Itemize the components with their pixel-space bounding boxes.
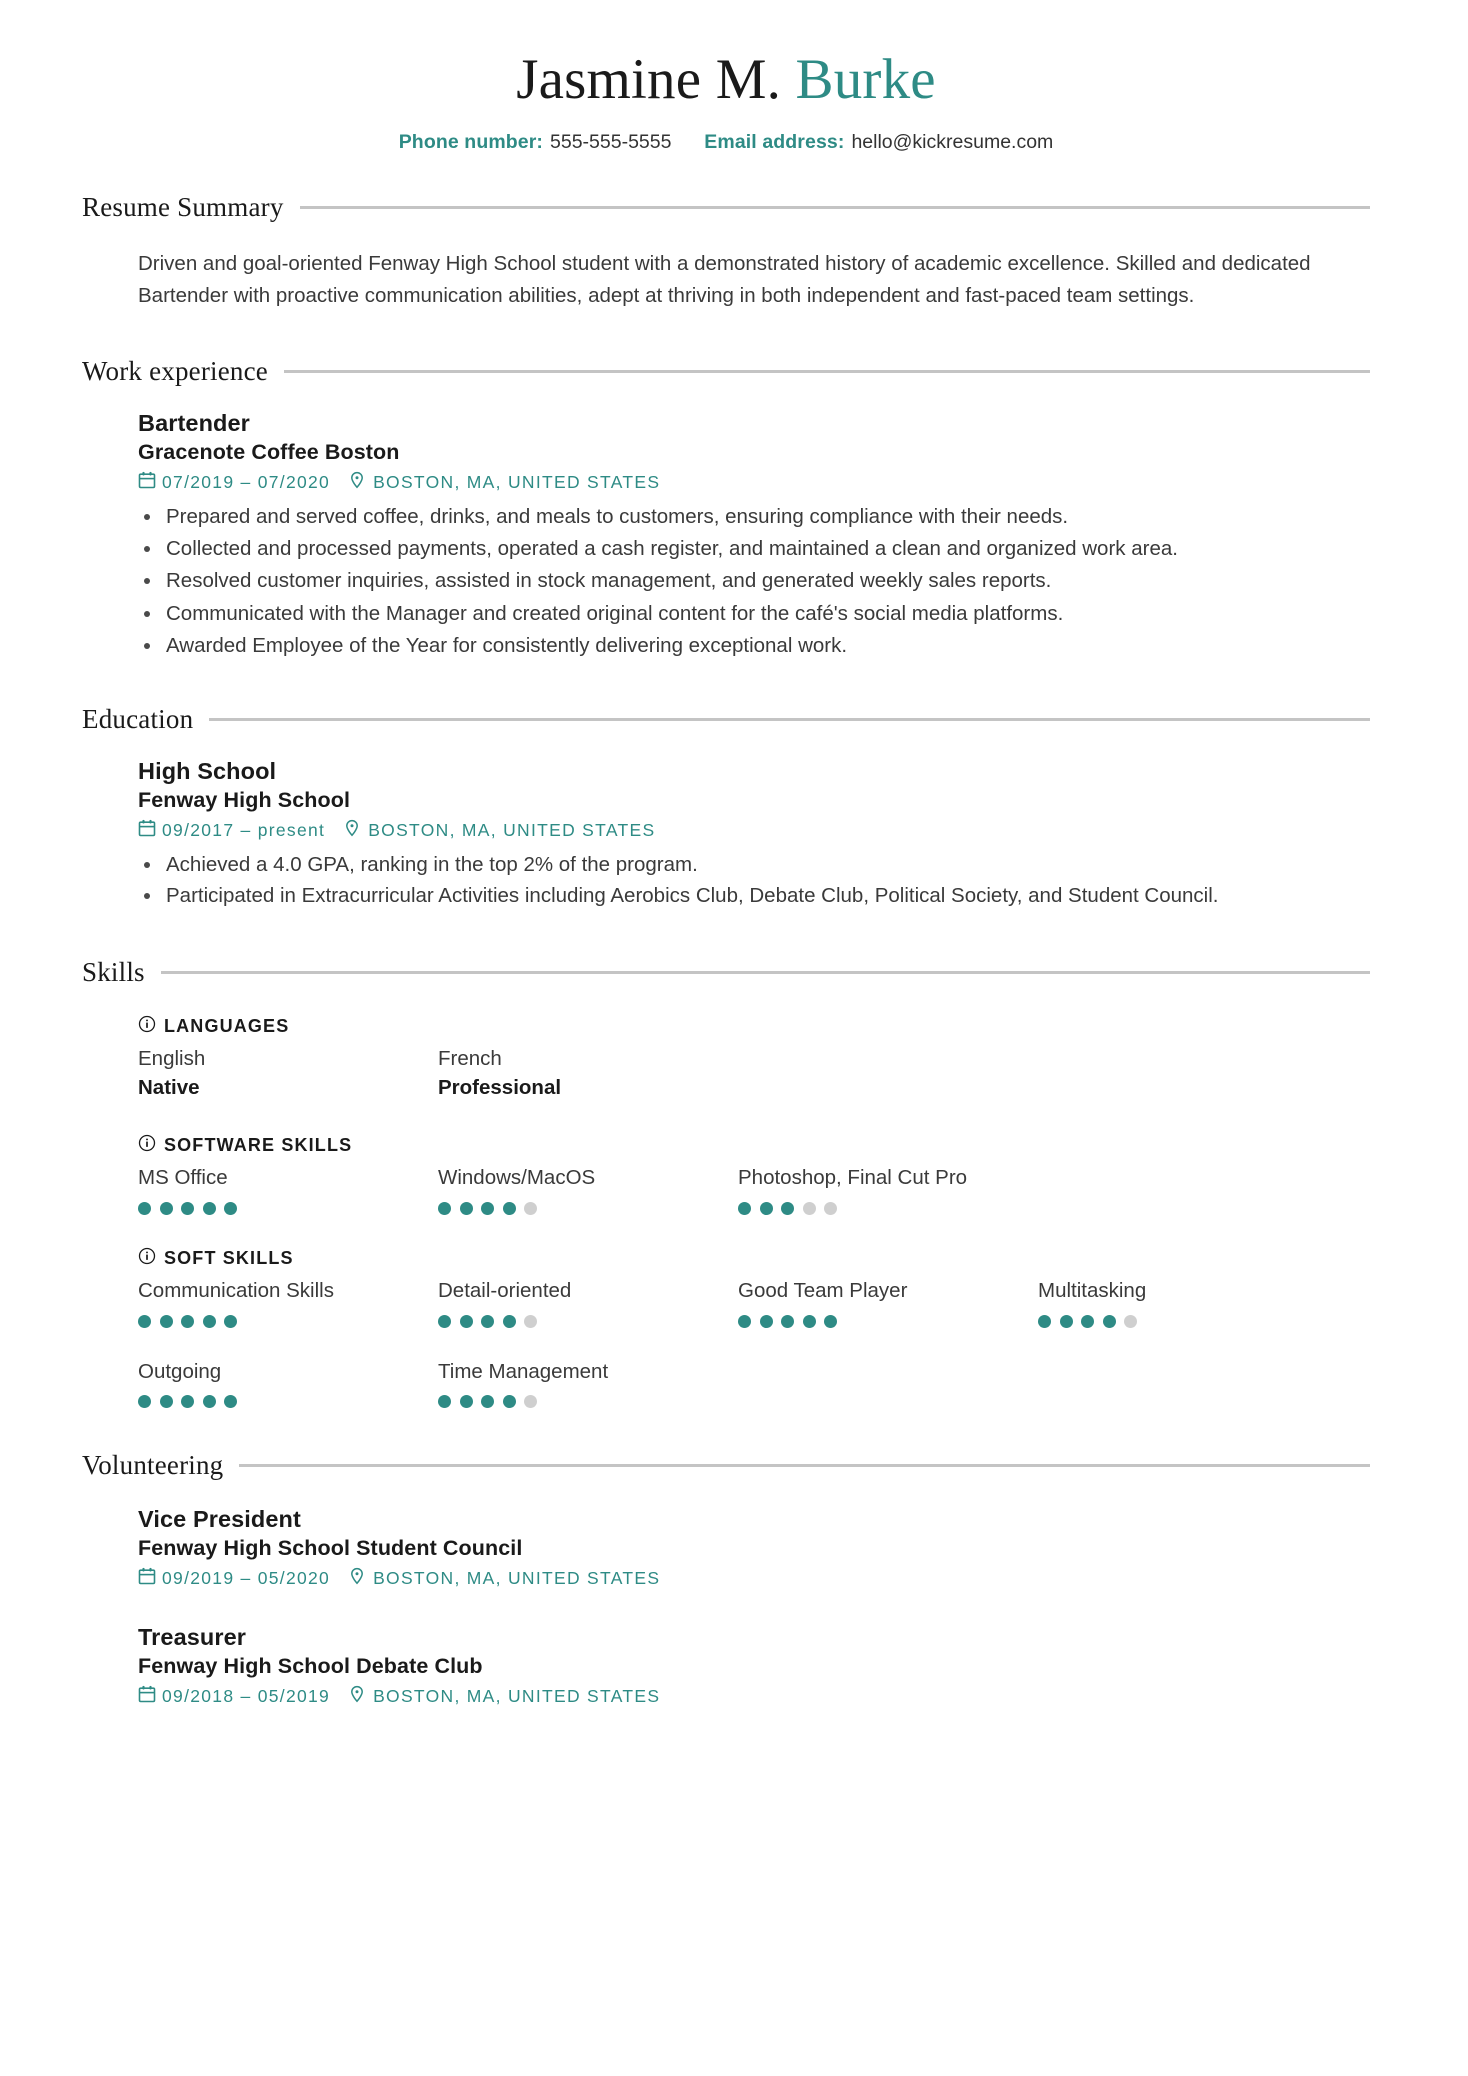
language-level: Professional [438,1075,562,1099]
calendar-icon [138,1685,156,1708]
rating-dot-filled [460,1315,473,1328]
rating-dot-filled [1081,1315,1094,1328]
entry-organization: Fenway High School Debate Club [138,1653,483,1678]
section-body [82,757,1370,911]
section-title: Skills [82,956,145,987]
location-group [348,1567,660,1590]
entry-bullet-list [138,849,1366,912]
entry-meta [138,471,1366,494]
rating-dot-filled [481,1202,494,1215]
rating-dot-filled [181,1315,194,1328]
rating-dot-filled [481,1315,494,1328]
section-rule [239,1464,1370,1467]
entry-location: BOSTON, MA, UNITED STATES [373,1567,661,1588]
section-header [82,1450,1370,1481]
skill-group-soft-skills [138,1247,1366,1408]
calendar-icon [138,1567,156,1590]
date-group [138,1567,348,1590]
location-pin-icon [348,1567,366,1590]
skill-group-header [138,1134,1366,1157]
rating-dot-filled [160,1315,173,1328]
section-work-experience [82,356,1370,661]
entry-title: Bartender [138,409,250,436]
rating-dot-filled [438,1315,451,1328]
rating-dot-filled [224,1315,237,1328]
rating-dot-filled [181,1202,194,1215]
section-body [82,1505,1370,1707]
entry-title: Vice President [138,1506,301,1533]
skill-group-title: SOFT SKILLS [164,1247,294,1268]
section-header [82,356,1370,387]
entry-date: 09/2018 – 05/2019 [162,1685,331,1706]
phone-value: 555-555-5555 [550,130,672,153]
candidate-name [82,48,1370,112]
skill-name: Windows/MacOS [438,1166,596,1190]
entry-title: Treasurer [138,1623,247,1650]
skill-item [738,1277,1038,1328]
skill-group-header [138,1015,1366,1038]
info-icon [138,1015,156,1038]
section-rule [209,718,1370,721]
rating-dot-filled [1038,1315,1051,1328]
language-level: Native [138,1075,200,1099]
email-value: hello@kickresume.com [851,130,1054,153]
entry-bullet-list [138,501,1366,662]
section-title: Education [82,704,194,735]
skill-rating [438,1395,738,1408]
rating-dot-filled [503,1315,516,1328]
rating-dot-filled [160,1395,173,1408]
rating-dot-filled [138,1202,151,1215]
rating-dot-filled [138,1395,151,1408]
location-pin-icon [348,1685,366,1708]
section-rule [284,370,1370,373]
volunteering-entry [138,1505,1366,1590]
email-label: Email address: [704,130,845,153]
summary-text: Driven and goal-oriented Fenway High School student with a demonstrated history of academic excellence. Skilled and dedicated Bartender with proactive communication abilities, adept at thriving in both independent and fast-paced team settings. [138,252,1311,307]
skill-name: Time Management [438,1359,609,1383]
volunteering-entry [138,1623,1366,1708]
section-title: Volunteering [82,1450,224,1481]
language-item [138,1045,438,1102]
rating-dot-filled [503,1202,516,1215]
bullet-item: Awarded Employee of the Year for consistently delivering exceptional work. [138,630,1366,661]
section-volunteering [82,1450,1370,1707]
rating-dot-filled [803,1315,816,1328]
section-body [82,1015,1370,1408]
first-name: Jasmine M. [516,48,782,111]
skill-rating [138,1202,438,1215]
last-name: Burke [795,48,936,111]
location-group [343,819,655,842]
entry-organization: Fenway High School Student Council [138,1535,523,1560]
rating-dot-filled [224,1202,237,1215]
rating-dot-empty [524,1395,537,1408]
section-skills [82,957,1370,1408]
skill-name: Detail-oriented [438,1278,572,1302]
date-group [138,471,348,494]
language-name: French [438,1046,502,1070]
rating-dot-filled [824,1315,837,1328]
rating-dot-filled [181,1395,194,1408]
skill-group-languages [138,1015,1366,1102]
section-body [82,248,1370,311]
rating-dot-empty [824,1202,837,1215]
section-rule [161,971,1370,974]
rating-dot-filled [738,1202,751,1215]
skill-name: MS Office [138,1166,228,1190]
rating-dot-filled [203,1202,216,1215]
rating-dot-empty [524,1315,537,1328]
contact-line [82,131,1370,154]
entry-location: BOSTON, MA, UNITED STATES [368,820,656,841]
skill-item [138,1277,438,1328]
section-rule [300,206,1370,209]
section-header [82,957,1370,988]
skill-row [138,1358,1366,1409]
entry-meta [138,1567,1366,1590]
rating-dot-filled [503,1395,516,1408]
skill-item [1038,1277,1338,1328]
phone-label: Phone number: [398,130,544,153]
language-item [438,1045,738,1102]
rating-dot-filled [460,1395,473,1408]
bullet-item: Participated in Extracurricular Activities including Aerobics Club, Debate Club, Political Society, and Student Council. [138,880,1366,911]
section-header [82,704,1370,735]
skill-rating [438,1202,738,1215]
education-entry [138,757,1366,911]
section-education [82,704,1370,911]
location-group [348,1685,660,1708]
skill-item [438,1277,738,1328]
date-group [138,1685,348,1708]
info-icon [138,1134,156,1157]
rating-dot-filled [203,1395,216,1408]
rating-dot-filled [438,1395,451,1408]
info-icon [138,1247,156,1270]
rating-dot-filled [781,1202,794,1215]
rating-dot-filled [224,1395,237,1408]
section-header [82,192,1370,223]
rating-dot-filled [481,1395,494,1408]
skill-rating [738,1315,1038,1328]
rating-dot-filled [138,1315,151,1328]
rating-dot-filled [160,1202,173,1215]
rating-dot-filled [738,1315,751,1328]
entry-location: BOSTON, MA, UNITED STATES [373,1685,661,1706]
rating-dot-filled [460,1202,473,1215]
bullet-item: Prepared and served coffee, drinks, and meals to customers, ensuring compliance with their needs. [138,501,1366,532]
skill-name: Outgoing [138,1359,222,1383]
location-group [348,471,660,494]
location-pin-icon [348,471,366,494]
bullet-item: Resolved customer inquiries, assisted in stock management, and generated weekly sales reports. [138,565,1366,596]
skill-item [138,1358,438,1409]
skill-rating [438,1315,738,1328]
rating-dot-filled [760,1315,773,1328]
entry-title: High School [138,758,277,785]
skill-row [138,1277,1366,1328]
entry-location: BOSTON, MA, UNITED STATES [373,471,661,492]
rating-dot-empty [1124,1315,1137,1328]
rating-dot-filled [1103,1315,1116,1328]
section-body [82,409,1370,661]
calendar-icon [138,471,156,494]
skill-group-software-skills [138,1134,1366,1215]
skill-name: Good Team Player [738,1278,908,1302]
date-group [138,819,343,842]
resume-header [82,0,1370,154]
rating-dot-empty [524,1202,537,1215]
skill-item [738,1164,1038,1215]
skill-group-title: SOFTWARE SKILLS [164,1135,353,1156]
bullet-item: Collected and processed payments, operated a cash register, and maintained a clean and organized work area. [138,533,1366,564]
skill-rating [138,1395,438,1408]
entry-meta [138,819,1366,842]
bullet-item: Achieved a 4.0 GPA, ranking in the top 2% of the program. [138,849,1366,880]
rating-dot-empty [803,1202,816,1215]
rating-dot-filled [781,1315,794,1328]
section-resume-summary [82,192,1370,311]
rating-dot-filled [760,1202,773,1215]
rating-dot-filled [1060,1315,1073,1328]
location-pin-icon [343,819,361,842]
skill-name: Communication Skills [138,1278,334,1302]
bullet-item: Communicated with the Manager and created original content for the café's social media platforms. [138,598,1366,629]
skill-rating [1038,1315,1338,1328]
entry-date: 07/2019 – 07/2020 [162,471,331,492]
entry-meta [138,1685,1366,1708]
entry-organization: Fenway High School [138,788,351,813]
rating-dot-filled [438,1202,451,1215]
section-title: Resume Summary [82,192,284,223]
language-name: English [138,1046,206,1070]
skill-rating [138,1315,438,1328]
skill-rating [738,1202,1038,1215]
skill-name: Multitasking [1038,1278,1147,1302]
skill-name: Photoshop, Final Cut Pro [738,1166,968,1190]
rating-dot-filled [203,1315,216,1328]
skill-group-header [138,1247,1366,1270]
work-entry [138,409,1366,661]
entry-date: 09/2017 – present [162,820,326,841]
section-title: Work experience [82,355,268,386]
calendar-icon [138,819,156,842]
skill-item [438,1164,738,1215]
skill-item [138,1164,438,1215]
language-row [138,1045,1366,1102]
entry-date: 09/2019 – 05/2020 [162,1567,331,1588]
skill-row [138,1164,1366,1215]
skill-group-title: LANGUAGES [164,1015,290,1036]
entry-organization: Gracenote Coffee Boston [138,439,400,464]
skill-item [438,1358,738,1409]
